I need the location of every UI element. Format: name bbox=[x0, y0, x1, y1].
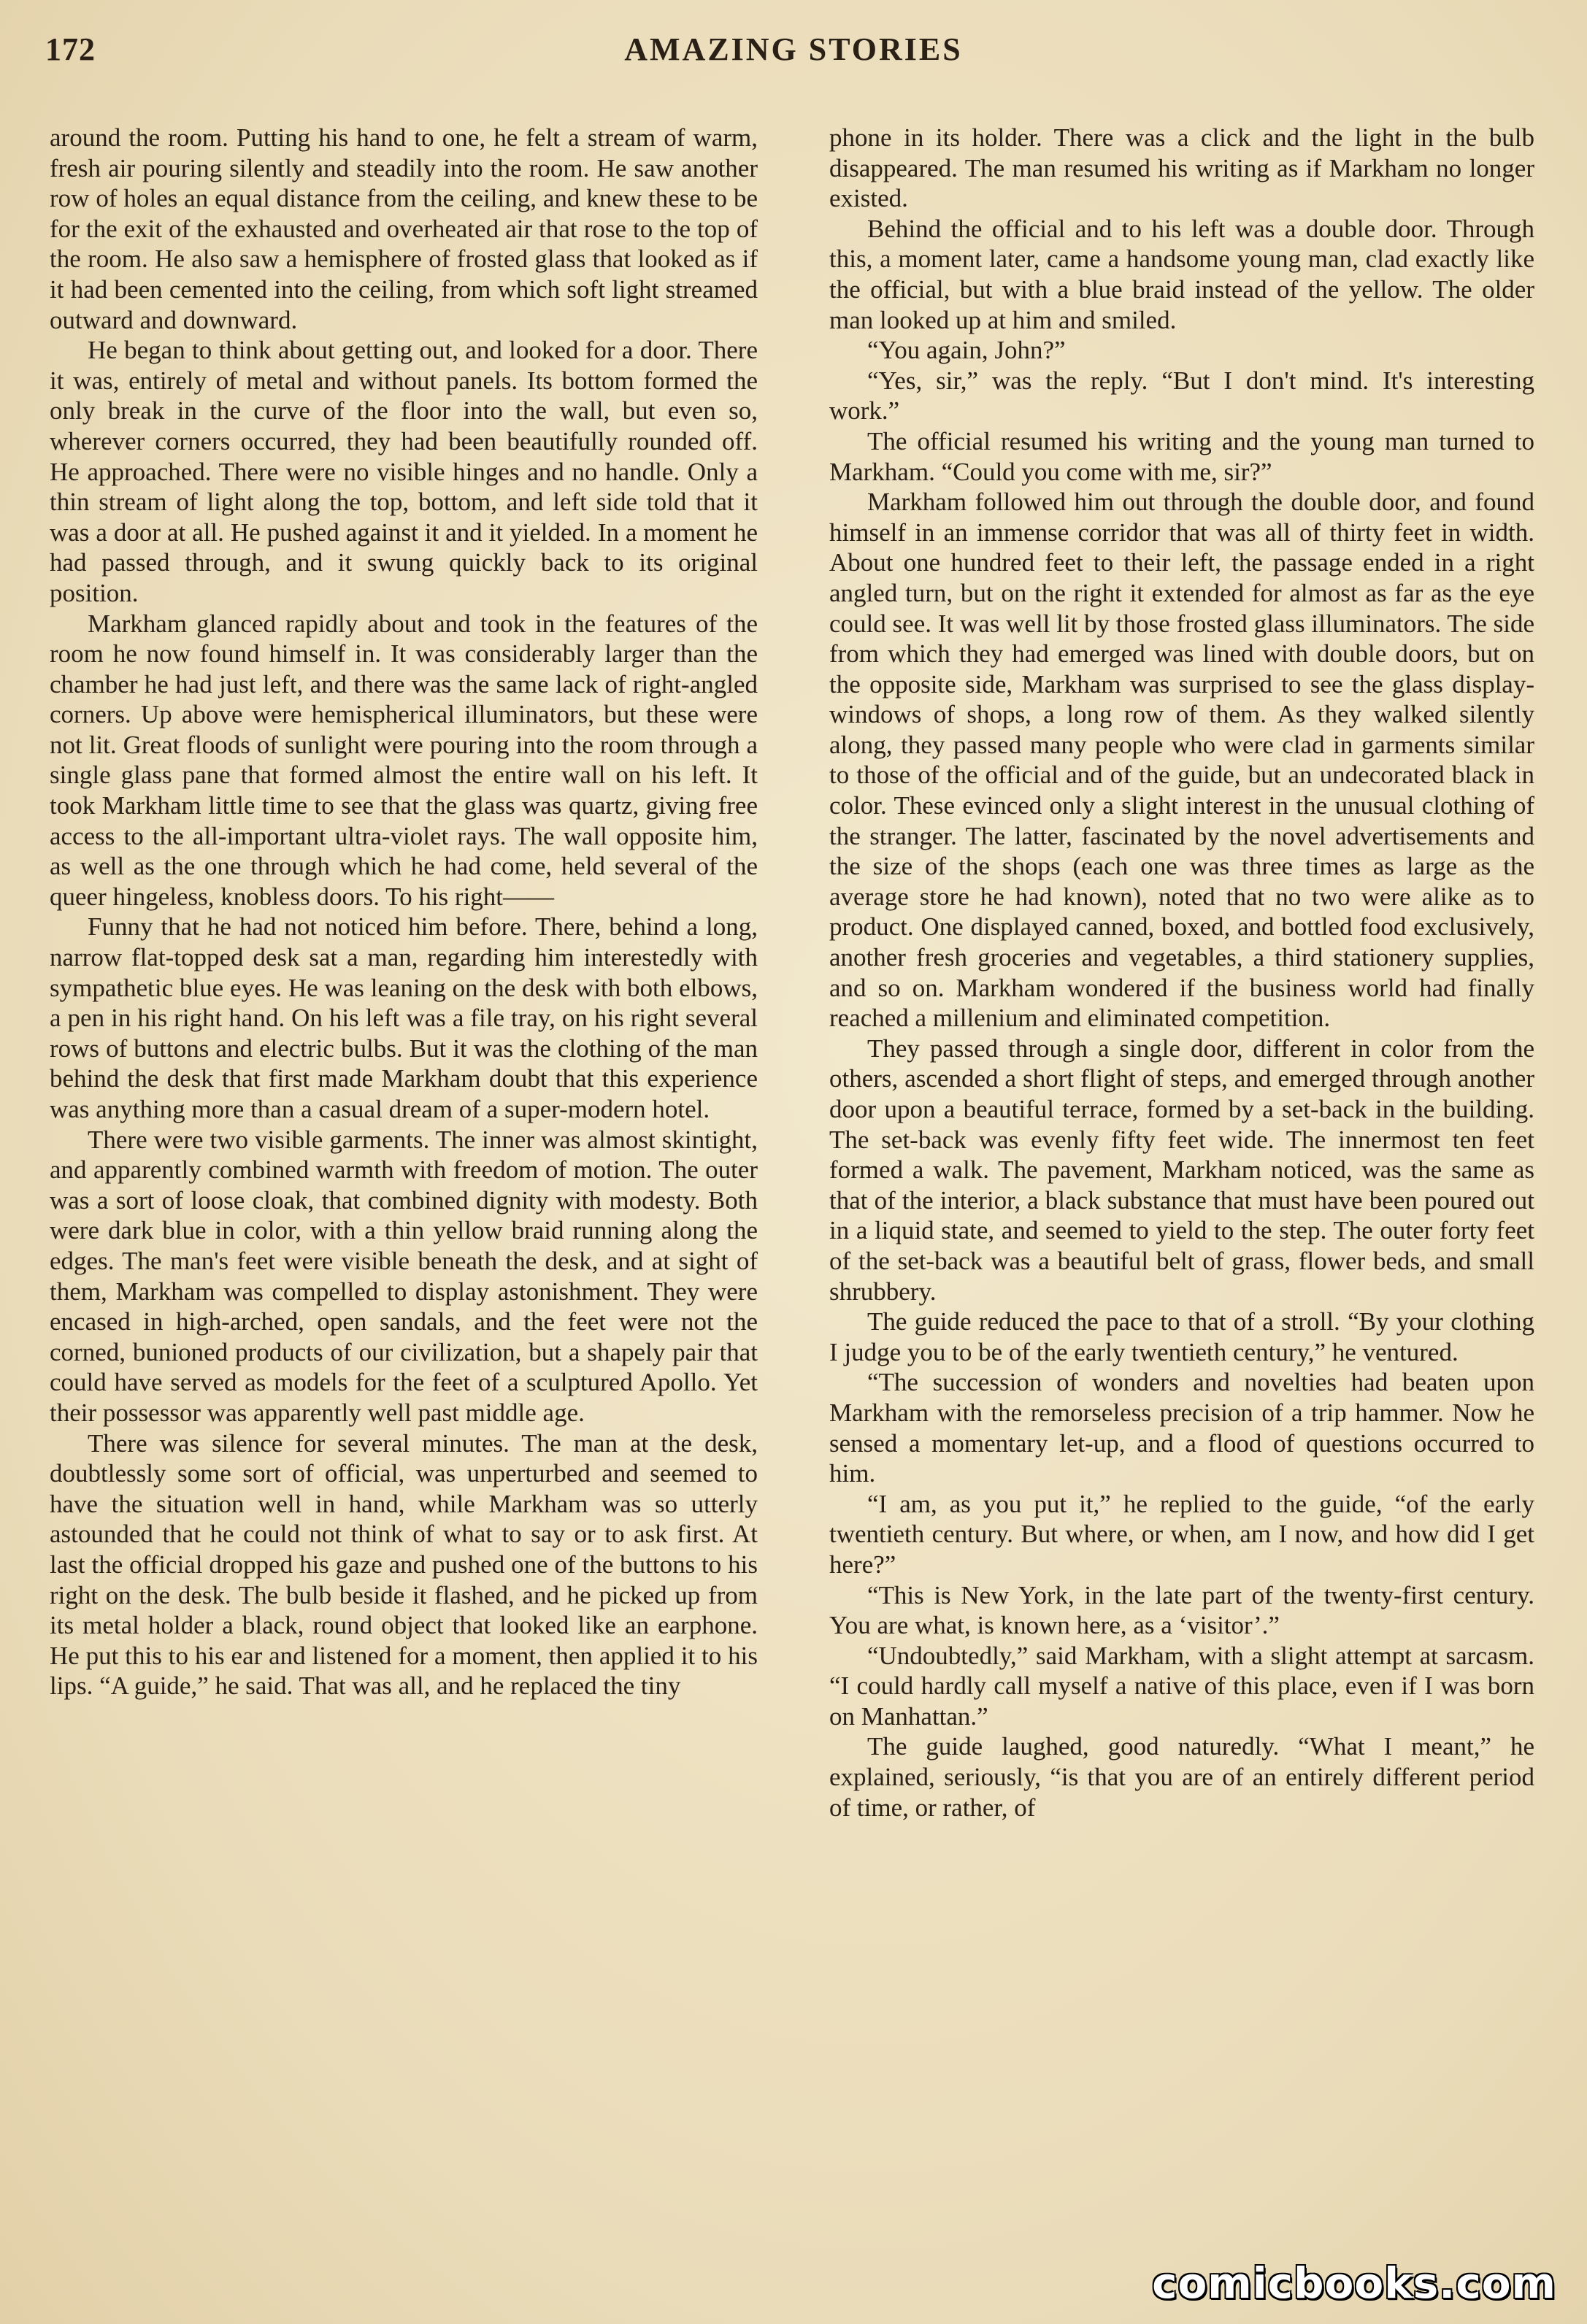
paragraph: “Yes, sir,” was the reply. “But I don't mind. It's interesting work.” bbox=[829, 366, 1534, 426]
paragraph: Markham followed him out through the double door, and found himself in an immense corridor that was all of thirty feet in width. About one hundred feet to their left, the passage ended in a right angled turn, but on the right it extended for almost as far as the eye could see. It was well lit by those frosted glass illuminators. The side from which they had emerged was lined with double doors, but on the opposite side, Markham was surprised to see the glass display-windows of shops, a long row of them. As they walked silently along, they passed many people who were clad in garments similar to those of the official and of the guide, but an undecorated black in color. These evinced only a slight interest in the unusual clothing of the stranger. The latter, fascinated by the novel advertisements and the size of the shops (each one was three times as large as the average store he had known), noted that no two were alike as to product. One displayed canned, boxed, and bottled food exclusively, another fresh groceries and vegetables, a third stationery supplies, and so on. Markham wondered if the business world had finally reached a millenium and eliminated competition. bbox=[829, 488, 1534, 1033]
page-header bbox=[44, 26, 1543, 85]
paragraph: There was silence for several minutes. The man at the desk, doubtlessly some sort of official, was unperturbed and seemed to have the situation well in hand, while Markham was so utterly astounded that he could not think of what to say or to ask first. At last the official dropped his gaze and pushed one of the buttons to his right on the desk. The bulb beside it flashed, and he picked up from its metal holder a black, round object that looked like an earphone. He put this to his ear and listened for a moment, then applied it to his lips. “A guide,” he said. That was all, and he replaced the tiny bbox=[50, 1428, 758, 1701]
paragraph: “The succession of wonders and novelties had beaten upon Markham with the remorseless precision of a trip hammer. Now he sensed a momentary let-up, and a flood of questions occurred to him. bbox=[829, 1368, 1534, 1488]
paragraph: The guide reduced the pace to that of a stroll. “By your clothing I judge you to be of the early twentieth century,” he ventured. bbox=[829, 1307, 1534, 1366]
paragraph: The guide laughed, good naturedly. “What I meant,” he explained, seriously, “is that you are of an entirely different period of time, or rather, of bbox=[829, 1732, 1534, 1822]
paragraph: around the room. Putting his hand to one, he felt a stream of warm, fresh air pouring silently and steadily into the room. He saw another row of holes an equal distance from the ceiling, and knew these to be for the exit of the exhausted and overheated air that rose to the top of the room. He also saw a hemisphere of frosted glass that looked as if it had been cemented into the ceiling, from which soft light streamed outward and downward. bbox=[50, 123, 758, 334]
page-number: 172 bbox=[45, 31, 96, 67]
paragraph: “Undoubtedly,” said Markham, with a slight attempt at sarcasm. “I could hardly call myself a native of this place, even if I was born on Manhattan.” bbox=[829, 1641, 1534, 1731]
paragraph: “You again, John?” bbox=[867, 336, 1066, 365]
paragraph: “I am, as you put it,” he replied to the guide, “of the early twentieth century. But where, or when, am I now, and how did I get here?” bbox=[829, 1489, 1534, 1579]
paragraph: Markham glanced rapidly about and took in the features of the room he now found himself in. It was considerably larger than the chamber he had just left, and there was the same lack of right-angled corners. Up above were hemispherical illuminators, but these were not lit. Great floods of sunlight were pouring into the room through a single glass pane that formed almost the entire wall on his left. It took Markham little time to see that the glass was quartz, giving free access to the all-important ultra-violet rays. The wall opposite him, as well as the one through which he had come, held several of the queer hingeless, knobless doors. To his right—— bbox=[50, 609, 758, 911]
paragraph: Behind the official and to his left was a double door. Through this, a moment later, came a handsome young man, clad exactly like the official, but with a blue braid instead of the yellow. The older man looked up at him and smiled. bbox=[829, 214, 1534, 334]
running-title: AMAZING STORIES bbox=[624, 31, 963, 67]
left-text-column bbox=[50, 123, 758, 1701]
paragraph: There were two visible garments. The inner was almost skintight, and apparently combined warmth with freedom of motion. The outer was a sort of loose cloak, that combined dignity with modesty. Both were dark blue in color, with a thin yellow braid running along the edges. The man's feet were visible beneath the desk, and at sight of them, Markham was compelled to display astonishment. They were encased in high-arched, open sandals, and the feet were not the corned, bunioned products of our civilization, but a shapely pair that could have served as models for the feet of a sculptured Apollo. Yet their possessor was apparently well past middle age. bbox=[50, 1125, 758, 1427]
paragraph: phone in its holder. There was a click and the light in the bulb disappeared. The man resumed his writing as if Markham no longer existed. bbox=[829, 123, 1534, 213]
paragraph: Funny that he had not noticed him before. There, behind a long, narrow flat-topped desk sat a man, regarding him interestedly with sympathetic blue eyes. He was leaning on the desk with both elbows, a pen in his right hand. On his left was a file tray, on his right several rows of buttons and electric bulbs. But it was the clothing of the man behind the desk that first made Markham doubt that this experience was anything more than a casual dream of a super-modern hotel. bbox=[50, 912, 758, 1123]
paragraph: They passed through a single door, different in color from the others, ascended a short flight of steps, and emerged through another door upon a beautiful terrace, formed by a set-back in the building. The set-back was evenly fifty feet wide. The innermost ten feet formed a walk. The pavement, Markham noticed, was the same as that of the interior, a black substance that must have been poured out in a liquid state, and seemed to yield to the step. The outer forty feet of the set-back was a beautiful belt of grass, flower beds, and small shrubbery. bbox=[829, 1034, 1534, 1306]
paragraph: The official resumed his writing and the young man turned to Markham. “Could you come with me, sir?” bbox=[829, 426, 1534, 486]
watermark-logo: comicbooks.com bbox=[1152, 2258, 1556, 2308]
paragraph: “This is New York, in the late part of the twenty-first century. You are what, is known here, as a ‘visitor’.” bbox=[829, 1580, 1534, 1640]
paragraph: He began to think about getting out, and looked for a door. There it was, entirely of metal and without panels. Its bottom formed the only break in the curve of the floor into the wall, but even so, wherever corners occurred, they had been beautifully rounded off. He approached. There were no visible hinges and no handle. Only a thin stream of light along the top, bottom, and left side told that it was a door at all. He pushed against it and it yielded. In a moment he had passed through, and it swung quickly back to its original position. bbox=[50, 336, 758, 607]
right-text-column bbox=[829, 123, 1534, 1823]
